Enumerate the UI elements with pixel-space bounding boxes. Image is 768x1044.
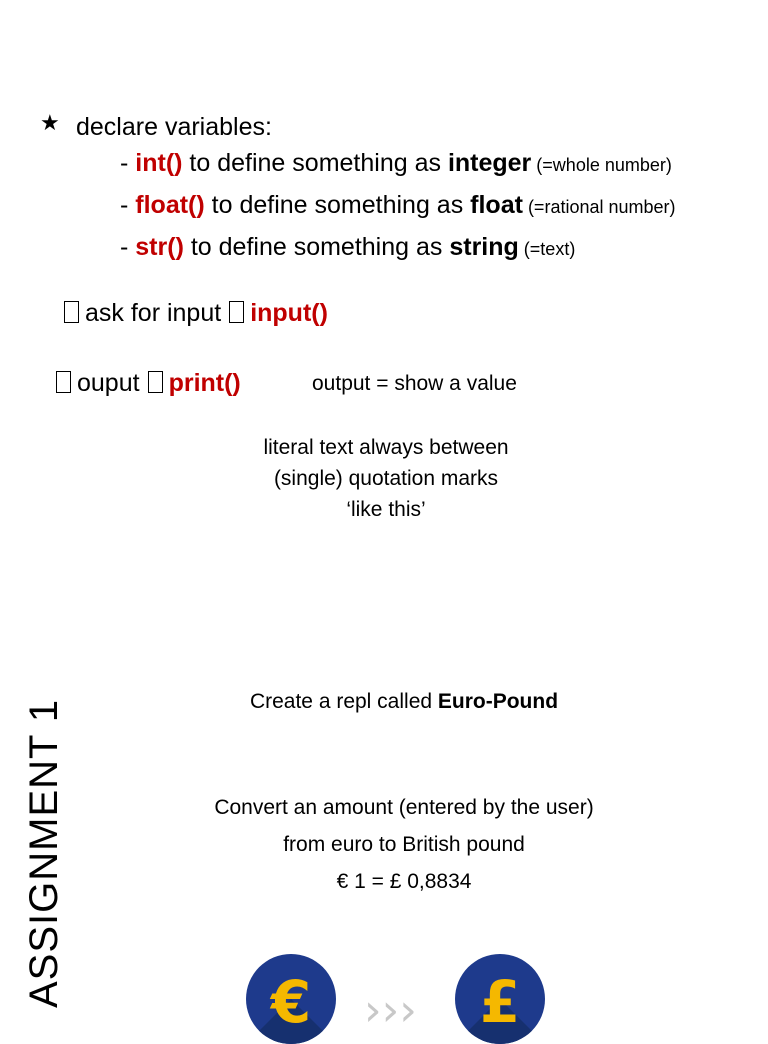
missing-glyph-icon xyxy=(229,301,244,323)
input-line xyxy=(64,299,328,328)
print-func: print() xyxy=(168,369,241,397)
missing-glyph-icon xyxy=(64,301,79,323)
int-func: int() xyxy=(135,149,183,177)
euro-symbol: € xyxy=(270,968,312,1036)
str-func: str() xyxy=(135,233,184,261)
string-note: (=text) xyxy=(518,239,576,259)
output-text: ouput xyxy=(77,369,140,397)
declare-heading: declare variables: xyxy=(76,113,272,141)
integer-type: integer xyxy=(447,149,532,177)
arrows-right-icon: ››› xyxy=(364,985,417,1036)
declare-item-int: - int() to define something as integer (=whole number) xyxy=(120,149,672,177)
float-note: (=rational number) xyxy=(522,197,676,217)
float-type: float xyxy=(470,191,523,219)
declare-item-str: - str() to define something as string (=text) xyxy=(120,233,576,261)
literal-note: literal text always between (single) quotation marks ‘like this’ xyxy=(263,436,509,521)
repl-instruction: Create a repl called Euro-Pound xyxy=(249,690,559,713)
pound-symbol: £ xyxy=(479,968,521,1036)
missing-glyph-icon xyxy=(56,371,71,393)
convert-instructions: Convert an amount (entered by the user) from euro to British pound € 1 = £ 0,8834 xyxy=(214,796,594,893)
pound-coin-icon xyxy=(455,954,545,1044)
missing-glyph-icon xyxy=(148,371,163,393)
output-line xyxy=(56,369,241,398)
input-text: ask for input xyxy=(85,299,222,327)
output-note: output = show a value xyxy=(312,372,517,395)
integer-note: (=whole number) xyxy=(531,155,672,175)
declare-item-float: - float() to define something as float (=rational number) xyxy=(120,191,676,219)
euro-coin-icon xyxy=(246,954,336,1044)
float-func: float() xyxy=(135,191,205,219)
input-func: input() xyxy=(250,299,328,327)
assignment-label: ASSIGNMENT 1 xyxy=(22,698,66,1008)
repl-name: Euro-Pound xyxy=(437,690,559,713)
string-type: string xyxy=(449,233,519,261)
star-bullet-icon: ★ xyxy=(40,111,60,136)
